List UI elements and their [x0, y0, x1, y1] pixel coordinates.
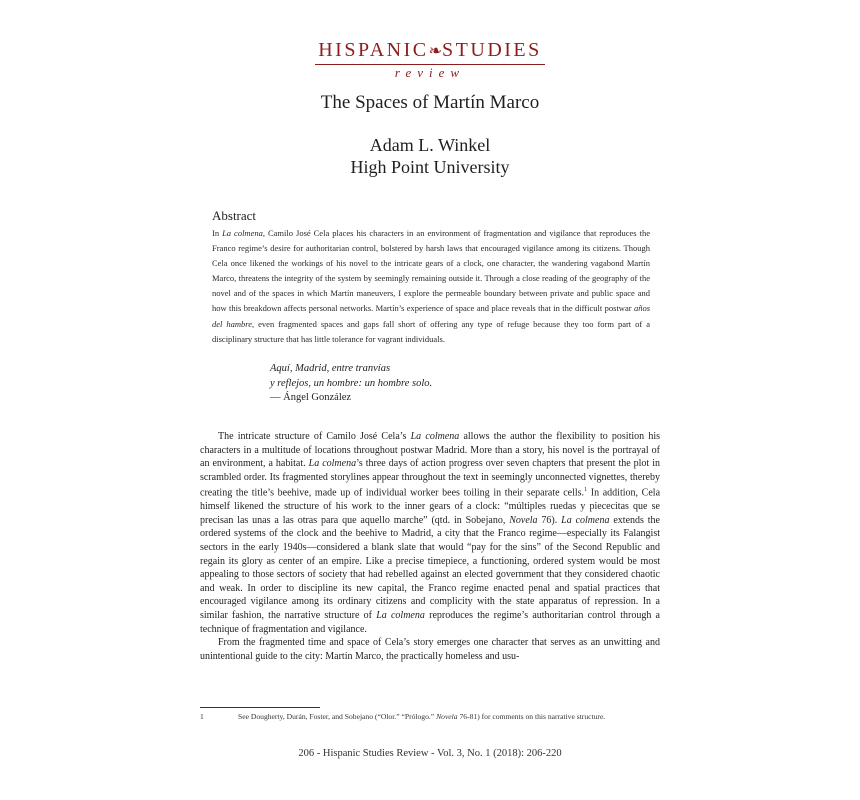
footnote-rule — [200, 707, 320, 708]
article-title: The Spaces of Martín Marco — [320, 92, 540, 113]
abstract-novel-title: La colmena — [222, 228, 263, 238]
p1-citation-title: Novela — [509, 514, 538, 526]
epigraph-line-2: y reflejos, un hombre: un hombre solo. — [270, 377, 433, 389]
footnote-number: 1 — [200, 712, 204, 721]
p1-text-j: extends the ordered systems of the clock and the beehive to Madrid, a city that the Franco regime—especially its Falangist sectors in the early 1940s—considered a blank slate that would “pay for the sins” of the Second Republic and regain its glory as center of an empire. Like a precise timepiece, a functioning, ordered system would be most appealing to those sectors of society that had rebelled against an elected government that they considered chaotic and weak. In order to discipline its new capital, the Franco regime enacted penal and spatial practices that encouraged vigilance among its ordinary citizens and complicity with the state apparatus of repression. In a similar fashion, the narrative structure of — [200, 514, 660, 622]
footnote-text-c: 76-81) for comments on this narrative structure. — [457, 712, 606, 721]
abstract-text — [212, 226, 650, 347]
p1-text-e: ’s three days of action progress over seven chapters that present the plot in scrambled order. Its fragmented storylines appear throughout the text in seemingly unconnected vignettes, thereby creating the title’s beehive, made up of individual worker bees toiling in their separate cells. — [200, 458, 660, 499]
author-block — [0, 134, 860, 178]
footnote-1 — [200, 712, 660, 723]
author-affiliation: High Point University — [350, 157, 510, 177]
abstract-part-1: , Camilo José Cela places his characters in an environment of fragmentation and vigilance that reproduces the Franco regime’s desire for authoritarian control, bolstered by harsh laws that encouraged vigilance among its citizens. Though Cela once likened the workings of his novel to the intricate gears of a clock, one character, the wandering vagabond Martín Marco, threatens the integrity of the system by seemingly remaining outside it. Through a close reading of the geography of the novel and of the spaces in which Martín maneuvers, I explore the permeable boundary between private and public space and how this breakdown affects personal networks. Martín’s experience of space and place reveals that in the difficult postwar — [212, 228, 650, 314]
author-name: Adam L. Winkel — [369, 135, 491, 155]
abstract-heading: Abstract — [212, 208, 257, 223]
p1-novel-title-1: La colmena — [410, 431, 460, 442]
abstract-section — [212, 208, 650, 347]
journal-title — [0, 40, 860, 62]
p1-text-l: reproduces the regime’s authoritarian control through a technique of fragmentation and vigilance. — [200, 610, 660, 635]
fleuron-icon: ❧ — [428, 43, 443, 60]
footnote-ref-1[interactable]: 1 — [584, 487, 588, 494]
p1-novel-title-3: La colmena — [561, 514, 610, 526]
journal-subtitle: review — [394, 65, 466, 80]
journal-masthead — [0, 40, 860, 80]
journal-title-left: HISPANIC — [318, 39, 429, 61]
body-text — [200, 430, 660, 663]
abstract-part-2: , even fragmented spaces and gaps fall short of offering any type of refuge because they too form part of a disciplinary structure that has little tolerance for vagrant individuals. — [212, 318, 650, 344]
epigraph-line-1: Aquí, Madrid, entre tranvías — [270, 363, 391, 374]
page-footer: 206 - Hispanic Studies Review - Vol. 3, No. 1 (2018): 206-220 — [298, 748, 562, 759]
p1-text-c: allows the author the flexibility to position his characters in a multitude of locations throughout postwar Madrid. More than a story, his novel is the portrayal of an environment, a habitat. — [200, 431, 660, 470]
epigraph-attribution: — Ángel González — [270, 392, 352, 403]
footnote-text-a: See Dougherty, Durán, Foster, and Sobejano (“Olor.” “Prólogo.” — [238, 712, 437, 721]
abstract-italic-phrase: años del hambre — [212, 303, 650, 329]
epigraph — [270, 362, 432, 406]
abstract-lead: In — [212, 228, 223, 238]
p1-novel-title-4: La colmena — [376, 610, 425, 622]
body-paragraph-2: From the fragmented time and space of Cela’s story emerges one character that serves as an unwitting and unintentional guide to the city: Martín Marco, the practically homeless and usu- — [200, 637, 660, 662]
p1-text-a: The intricate structure of Camilo José Cela’s — [218, 431, 411, 442]
journal-title-right: STUDIES — [442, 39, 542, 61]
p1-text-f: In addition, Cela himself likened the structure of his work to the inner gears of a clock: “múltiples ruedas y piececitas que se precisan las unas a las otras para que aquello marche” (qtd. in Sobejano, — [200, 487, 661, 526]
footnote-citation-title: Novela — [436, 712, 458, 721]
p1-text-h: 76). — [537, 514, 562, 526]
body-paragraph-1 — [200, 430, 660, 636]
p1-novel-title-2: La colmena — [308, 458, 357, 470]
